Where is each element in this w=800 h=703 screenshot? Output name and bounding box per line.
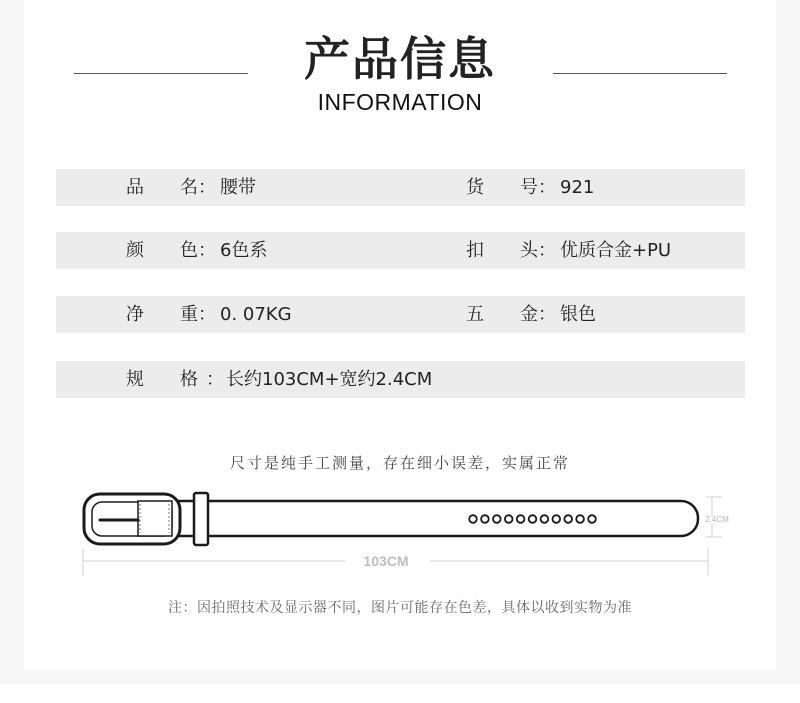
- belt-hole: [481, 515, 489, 523]
- spec-label: 扣 头: [466, 240, 538, 261]
- belt-hole: [493, 515, 501, 523]
- belt-strap: [140, 501, 698, 536]
- belt-hole: [505, 515, 513, 523]
- spec-label: 规 格: [126, 369, 198, 390]
- spec-value: 6色系: [220, 240, 268, 261]
- spec-row-size: [56, 361, 745, 398]
- spec-value: 921: [560, 177, 595, 198]
- spec-label: 品 名: [126, 177, 198, 198]
- belt-hole: [469, 515, 477, 523]
- spec-label: 货 号: [466, 177, 538, 198]
- belt-diagram: [0, 480, 800, 590]
- belt-holes: [469, 515, 596, 523]
- spec-colon: ：: [538, 304, 556, 325]
- belt-fold: [138, 501, 172, 536]
- belt-hole: [517, 515, 525, 523]
- spec-colon: ：: [198, 240, 216, 261]
- belt-keeper: [194, 493, 208, 545]
- spec-label: 颜 色: [126, 240, 198, 261]
- spec-value: 优质合金+PU: [560, 240, 672, 261]
- spec-colon: ：: [198, 304, 216, 325]
- belt-hole: [576, 515, 584, 523]
- belt-hole: [529, 515, 537, 523]
- spec-row-name: [56, 169, 745, 206]
- belt-hole: [553, 515, 561, 523]
- section-subtitle: INFORMATION: [317, 89, 483, 115]
- spec-value: 腰带: [220, 177, 256, 198]
- belt-hole: [588, 515, 596, 523]
- spec-label: 五 金: [466, 304, 538, 325]
- spec-row-weight: [56, 296, 745, 333]
- section-heading: [0, 30, 800, 116]
- section-title: 产品信息: [304, 32, 496, 86]
- measurement-note: 尺寸是纯手工测量，存在细小误差，实属正常: [229, 454, 570, 472]
- belt-hole: [541, 515, 549, 523]
- spec-colon: ：: [538, 177, 556, 198]
- disclaimer-text: 注：因拍照技术及显示器不同，图片可能存在色差，具体以收到实物为准: [168, 600, 632, 616]
- spec-value: 0. 07KG: [220, 304, 292, 325]
- spec-row-color: [56, 232, 745, 269]
- spec-value: 银色: [560, 304, 596, 325]
- width-label: 2.4CM: [705, 515, 729, 524]
- spec-colon: ：: [206, 369, 224, 390]
- spec-colon: ：: [538, 240, 556, 261]
- belt-hole: [564, 515, 572, 523]
- length-label: 103CM: [363, 553, 409, 569]
- spec-colon: ：: [198, 177, 216, 198]
- bottom-strip: [0, 684, 800, 703]
- spec-value: 长约103CM+宽约2.4CM: [226, 369, 433, 390]
- spec-label: 净 重: [126, 304, 198, 325]
